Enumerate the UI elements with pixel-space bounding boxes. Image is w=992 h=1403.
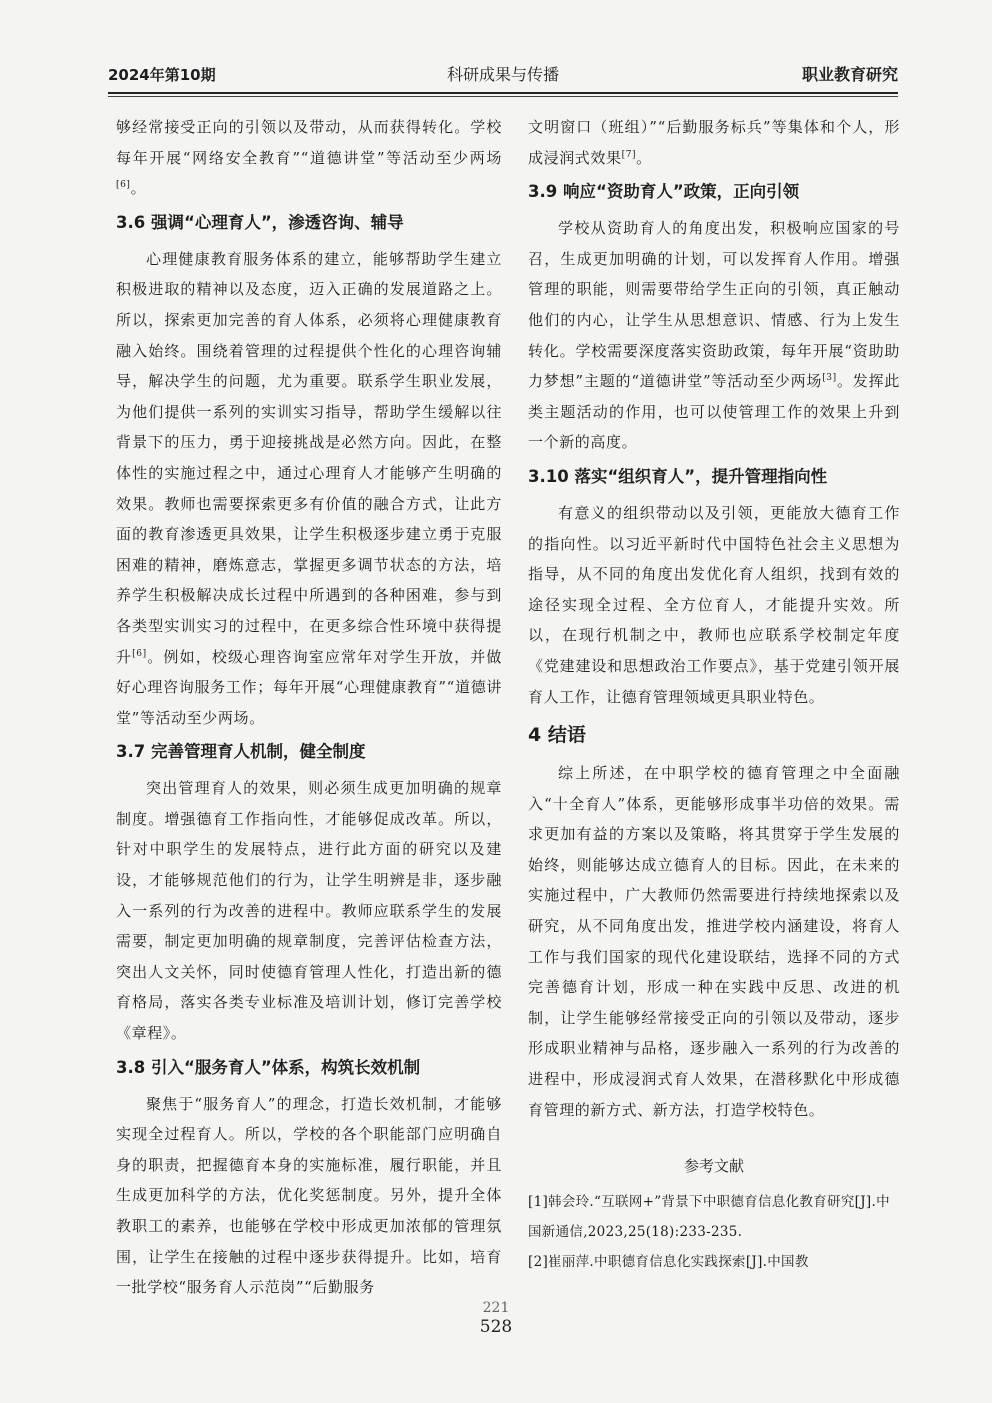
right-column <box>528 112 900 1277</box>
header-rule-thin <box>108 96 898 97</box>
citation: [3] <box>822 373 837 384</box>
left-column <box>116 112 502 1303</box>
paragraph-3-6: 心理健康教育服务体系的建立，能够帮助学生建立积极进取的精神以及态度，迈入正确的发展道路之上。所以，探索更加完善的育人体系，必须将心理健康教育融入始终。围绕着管理的过程提供个性化的心理咨询辅导，解决学生的问题，尤为重要。联系学生职业发展，为他们提供一系列的实训实习指导，帮助学生缓解以往背景下的压力，勇于迎接挑战是必然方向。因此，在整体性的实施过程之中，通过心理育人才能够产生明确的效果。教师也需要探索更多有价值的融合方式，让此方面的教育渗透更具效果，让学生积极逐步建立勇于克服困难的精神，磨炼意志，掌握更多调节状态的方法，培养学生积极解决成长过程中所遇到的各种困难，参与到各类型实训实习的过程中，在更多综合性环境中获得提升[6]。例如，校级心理咨询室应常年对学生开放，并做好心理咨询服务工作；每年开展“心理健康教育”“道德讲堂”等活动至少两场。 <box>116 249 502 727</box>
section-heading-3-6: 3.6 强调“心理育人”，渗透咨询、辅导 <box>116 212 404 232</box>
paragraph-3-9: 学校从资助育人的角度出发，积极响应国家的号召，生成更加明确的计划，可以发挥育人作用。增强管理的职能，则需要带给学生正向的引领，真正触动他们的内心，让学生从思想意识、情感、行为上发生转化。学校需要深度落实资助政策，每年开展“资助助力梦想”主题的“道德讲堂”等活动至少两场[3]。发挥此类主题活动的作用，也可以使管理工作的效果上升到一个新的高度。 <box>528 219 900 452</box>
citation: [7] <box>621 149 637 160</box>
section-heading-3-10: 3.10 落实“组织育人”，提升管理指向性 <box>528 466 828 486</box>
running-header <box>108 62 898 88</box>
paragraph-conclusion: 综上所述，在中职学校的德育管理之中全面融入“十全育人”体系，更能够形成事半功倍的效果。需求更加有益的方案以及策略，将其贯穿于学生发展的始终，则能够达成立德育人的目标。因此，在未来的实施过程中，广大教师仍然需要进行持续地探索以及研究，从不同角度出发，推进学校内涵建设，将育人工作与我们国家的现代化建设联结，选择不同的方式完善德育计划，形成一种在实践中反思、改进的机制，让学生能够经常接受正向的引领以及带动，逐步形成职业精神与品格，逐步融入一系列的行为改善的进程中，形成浸润式育人效果，在潜移默化中形成德育管理的新方式、新方法，打造学校特色。 <box>528 764 900 1119</box>
issue-label: 2024年第10期 <box>108 66 216 84</box>
reference-item: [2]崔丽萍.中职德育信息化实践探索[J].中国教 <box>528 1254 809 1271</box>
section-heading-3-8: 3.8 引入“服务育人”体系，构筑长效机制 <box>116 1057 421 1077</box>
page-number-block <box>0 1300 992 1338</box>
paragraph-3-8: 聚焦于“服务育人”的理念，打造长效机制，才能够实现全过程育人。所以，学校的各个职能部门应明确自身的职责，把握德育本身的实施标准，履行职能，并且生成更加科学的方法，优化奖惩制度。另外，提升全体教职工的素养，也能够在学校中形成更加浓郁的管理氛围，让学生在接触的过程中逐步获得提升。比如，培育一批学校“服务育人示范岗”“后勤服务 <box>116 1094 502 1297</box>
section-heading-4: 4 结语 <box>528 724 586 747</box>
reference-item: [1]韩会玲.“互联网+”背景下中职德育信息化教育研究[J].中国新通信,2023,25(18):233-235. <box>528 1194 890 1241</box>
section-heading-3-7: 3.7 完善管理育人机制，健全制度 <box>116 742 366 762</box>
references-heading: 参考文献 <box>683 1157 744 1176</box>
paragraph-continued: 文明窗口（班组）”“后勤服务标兵”等集体和个人，形成浸润式效果[7]。 <box>528 118 900 167</box>
page-number: 528 <box>479 1317 513 1337</box>
column-title: 职业教育研究 <box>801 65 898 84</box>
paragraph-3-7: 突出管理育人的效果，则必须生成更加明确的规章制度。增强德育工作指向性，才能够促成改革。所以，针对中职学生的发展特点，进行此方面的研究以及建设，才能够规范他们的行为，让学生明辨是非，逐步融入一系列的行为改善的进程中。教师应联系学生的发展需要，制定更加明确的规章制度，完善评估检查方法，突出人文关怀，同时使德育管理人性化，打造出新的德育格局，落实各类专业标准及培训计划，修订完善学校《章程》。 <box>116 779 502 1043</box>
paragraph-continued: 够经常接受正向的引领以及带动，从而获得转化。学校每年开展“网络安全教育”“道德讲堂”等活动至少两场[6]。 <box>116 118 502 198</box>
citation: [6] <box>132 648 147 659</box>
header-rule <box>108 92 898 94</box>
paragraph-3-10: 有意义的组织带动以及引领，更能放大德育工作的指向性。以习近平新时代中国特色社会主义思想为指导，从不同的角度出发优化育人组织，找到有效的途径实现全过程、全方位育人，才能提升实效。所以，在现行机制之中，教师也应联系学校制定年度《党建建设和思想政治工作要点》，基于党建引领开展育人工作，让德育管理领域更具职业特色。 <box>528 503 900 706</box>
page-number-small: 221 <box>482 1300 510 1316</box>
journal-title: 科研成果与传播 <box>446 65 559 84</box>
citation: [6] <box>116 180 131 191</box>
section-heading-3-9: 3.9 响应“资助育人”政策，正向引领 <box>528 182 800 202</box>
